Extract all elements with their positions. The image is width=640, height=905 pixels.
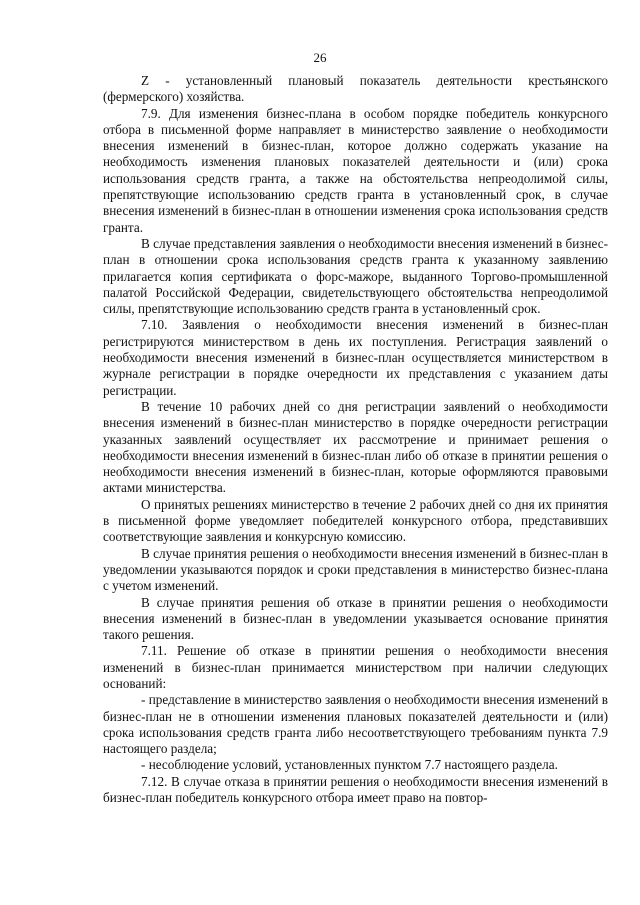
paragraph-force-majeure: В случае представления заявления о необходимости внесения изменений в бизнес-план в отношении срока использования средств гранта к указанному заявлению прилагается копия сертификата о форс-мажоре, выданного Торгово-промышленной палатой Российской Федерации, свидетельствующего обстоятельства непреодолимой силы, препятствующие использованию средств гранта в установленный срок. bbox=[103, 235, 608, 317]
paragraph-z-definition: Z - установленный плановый показатель деятельности крестьянского (фермерского) хозяйства. bbox=[103, 73, 608, 105]
paragraph-7-12: 7.12. В случае отказа в принятии решения о необходимости внесения изменений в бизнес-план победитель конкурсного отбора имеет право на повтор- bbox=[103, 773, 608, 806]
paragraph-7-9: 7.9. Для изменения бизнес-плана в особом порядке победитель конкурсного отбора в письменной форме направляет в министерство заявление о необходимости внесения изменений в бизнес-план, которое должно содержать указание на необходимость изменения плановых показателей деятельности и (или) срока использования средств гранта, а также на обстоятельства непреодолимой силы, препятствующие использованию средств гранта в установленный срок, в случае внесения изменений в бизнес-план в отношении изменения срока использования средств гранта. bbox=[103, 105, 608, 235]
body-text bbox=[103, 73, 608, 806]
page-number: 26 bbox=[313, 50, 327, 65]
paragraph-7-10: 7.10. Заявления о необходимости внесения изменений в бизнес-план регистрируются министерством в день их поступления. Регистрация заявлений о необходимости внесения изменений в бизнес-план осуществляется министерством в журнале регистрации в порядке очередности их представления с указанием даты регистрации. bbox=[103, 317, 608, 398]
paragraph-approval-case: В случае принятия решения о необходимости внесения изменений в бизнес-план в уведомлении указываются порядок и сроки представления в министерство бизнес-плана с учетом изменений. bbox=[103, 545, 608, 594]
paragraph-notification: О принятых решениях министерство в течение 2 рабочих дней со дня их принятия в письменной форме уведомляет победителей конкурсного отбора, представивших соответствующие заявления и конкурсную комиссию. bbox=[103, 496, 608, 545]
list-item-ground-1: - представление в министерство заявления о необходимости внесения изменений в бизнес-план не в отношении изменения плановых показателей деятельности и (или) срока использования средств гранта либо несоответствующего требованиям пункта 7.9 настоящего раздела; bbox=[103, 692, 608, 757]
paragraph-10-days: В течение 10 рабочих дней со дня регистрации заявлений о необходимости внесения изменений в бизнес-план министерство в порядке очередности регистрации указанных заявлений осуществляет их рассмотрение и принимает решения о необходимости внесения изменений в бизнес-план либо об отказе в принятии решения о необходимости внесения изменений в бизнес-план, которые оформляются правовыми актами министерства. bbox=[103, 398, 608, 496]
paragraph-7-11: 7.11. Решение об отказе в принятии решения о необходимости внесения изменений в бизнес-план принимается министерством при наличии следующих оснований: bbox=[103, 643, 608, 691]
list-item-ground-2: - несоблюдение условий, установленных пунктом 7.7 настоящего раздела. bbox=[141, 757, 558, 773]
paragraph-refusal-case: В случае принятия решения об отказе в принятии решения о необходимости внесения изменений в бизнес-план в уведомлении указывается основание принятия такого решения. bbox=[103, 594, 608, 643]
